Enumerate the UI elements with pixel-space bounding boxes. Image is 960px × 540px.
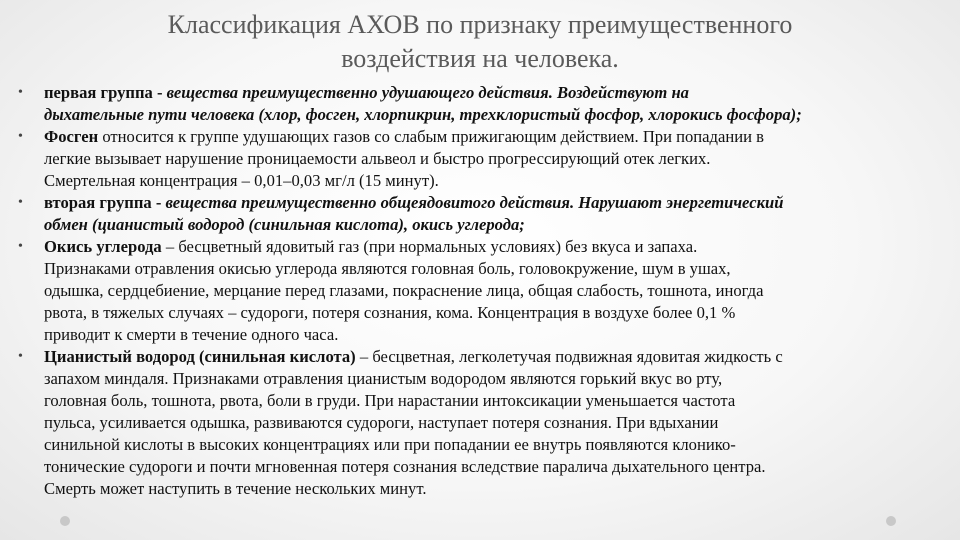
hcn-text-4: пульса, усиливается одышка, развиваются судороги, наступает потеря сознания. При вдыхании [44,413,719,432]
bullet-icon: • [18,349,23,364]
phosgene-text-1: относится к группе удушающих газов со слабым прижигающим действием. При попадании в [98,127,764,146]
phosgene-text-3: Смертельная концентрация – 0,01–0,03 мг/л (15 минут). [44,171,439,190]
phosgene-text-2: легкие вызывает нарушение проницаемости альвеол и быстро прогрессирующий отек легких. [44,149,711,168]
phosgene-heading: Фосген [44,127,99,146]
group1-heading: первая группа - [44,83,167,102]
group1-text-1: вещества преимущественно удушающего действия. Воздействуют на [166,83,689,102]
hcn-text-7: Смерть может наступить в течение нескольких минут. [44,479,427,498]
slide-title-line-2: воздействия на человека. [341,44,619,73]
bullet-icon: • [18,129,23,144]
bullet-icon: • [18,239,23,254]
co-heading: Окись углерода [44,237,162,256]
group2-heading: вторая группа - [44,193,166,212]
co-text-5: приводит к смерти в течение одного часа. [44,325,339,344]
decorative-dot-right [886,516,896,526]
co-text-2: Признаками отравления окисью углерода являются головная боль, головокружение, шум в ушах, [44,259,731,278]
group1-text-2: дыхательные пути человека (хлор, фосген, хлорпикрин, трехклористый фосфор, хлорокись фосфора); [44,105,802,124]
group2-text-2: обмен (цианистый водород (синильная кислота), окись углерода; [44,215,525,234]
list-item-co [14,236,942,346]
bullet-icon: • [18,85,23,100]
hcn-heading: Цианистый водород (синильная кислота) [44,347,356,366]
list-item-group1 [14,82,942,126]
decorative-dot-left [60,516,70,526]
hcn-text-2: запахом миндаля. Признаками отравления цианистым водородом являются горький вкус во рту, [44,369,723,388]
hcn-text-5: синильной кислоты в высоких концентрациях или при попадании ее внутрь появляются клонико- [44,435,736,454]
slide-title [90,8,870,76]
list-item-group2 [14,192,942,236]
group2-text-1: вещества преимущественно общеядовитого действия. Нарушают энергетический [165,193,784,212]
hcn-text-1: – бесцветная, легколетучая подвижная ядовитая жидкость с [355,347,783,366]
co-text-4: рвота, в тяжелых случаях – судороги, потеря сознания, кома. Концентрация в воздухе более 0,1 % [44,303,736,322]
bullet-list [14,82,942,500]
hcn-text-3: головная боль, тошнота, рвота, боли в груди. При нарастании интоксикации уменьшается частота [44,391,736,410]
list-item-hcn [14,346,942,500]
slide-title-line-1: Классификация АХОВ по признаку преимущественного [167,10,793,39]
bullet-icon: • [18,195,23,210]
hcn-text-6: тонические судороги и почти мгновенная потеря сознания вследствие паралича дыхательного центра. [44,457,766,476]
co-text-3: одышка, сердцебиение, мерцание перед глазами, покраснение лица, общая слабость, тошнота, иногда [44,281,764,300]
list-item-phosgene [14,126,942,192]
co-text-1: – бесцветный ядовитый газ (при нормальных условиях) без вкуса и запаха. [161,237,698,256]
